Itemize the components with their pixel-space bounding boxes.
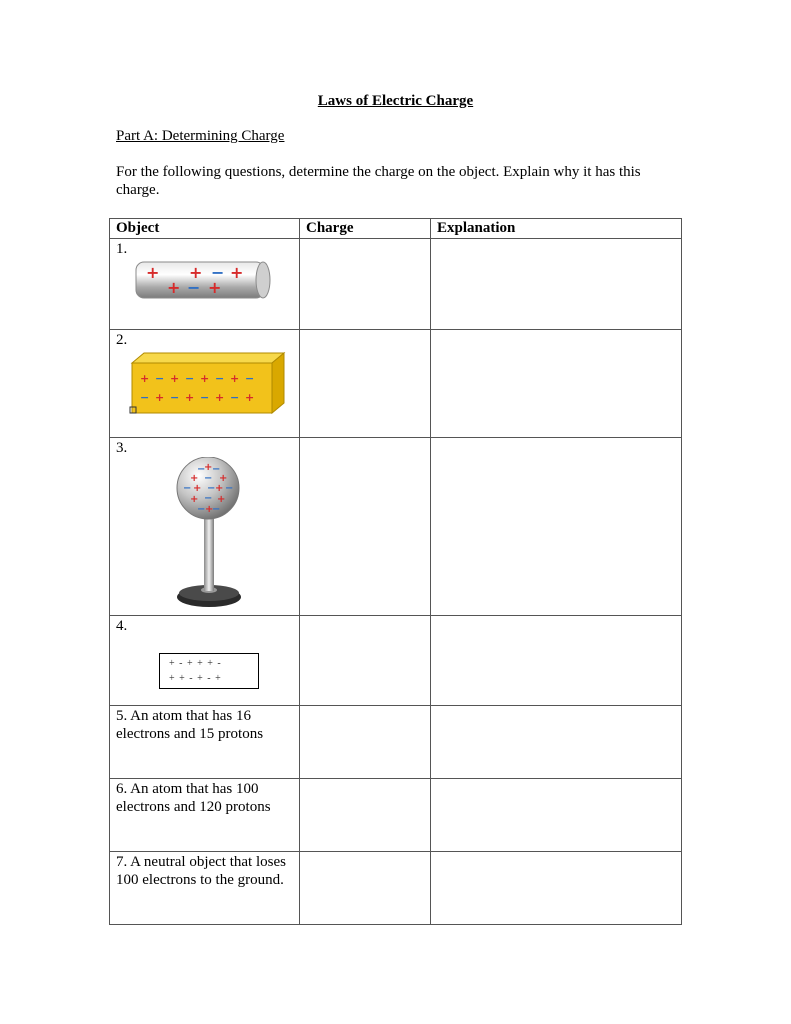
row-label: 6. An atom that has 100 electrons and 120 protons: [116, 781, 271, 815]
object-cell: [110, 706, 300, 779]
explanation-answer-cell[interactable]: [431, 616, 682, 706]
svg-text:+: +: [215, 483, 224, 494]
charge-box-line: + - + + + -: [169, 658, 222, 669]
svg-text:−: −: [230, 391, 240, 404]
svg-text:+: +: [217, 494, 226, 505]
row-label: 4.: [116, 618, 128, 634]
svg-text:+: +: [185, 391, 195, 404]
svg-text:−: −: [140, 391, 150, 404]
table-row: [110, 706, 682, 779]
svg-text:−: −: [170, 391, 180, 404]
object-cell: [110, 239, 300, 330]
worksheet-table: [109, 218, 682, 925]
column-header-charge: Charge: [300, 219, 431, 239]
object-cell: [110, 438, 300, 616]
table-header-row: [110, 219, 682, 239]
svg-text:−: −: [212, 504, 221, 515]
instructions-text: For the following questions, determine the charge on the object. Explain why it has this charge.: [116, 164, 641, 198]
charge-box-illustration: [159, 653, 259, 689]
svg-text:−: −: [197, 464, 206, 475]
charge-answer-cell[interactable]: [300, 852, 431, 925]
column-header-explanation: Explanation: [431, 219, 682, 239]
section-heading: Part A: Determining Charge: [116, 128, 285, 144]
charge-answer-cell[interactable]: [300, 330, 431, 438]
svg-text:−: −: [197, 504, 206, 515]
charged-rod-illustration: [134, 258, 274, 304]
svg-text:−: −: [245, 372, 255, 385]
svg-text:+: +: [230, 263, 244, 282]
svg-text:−: −: [215, 372, 225, 385]
svg-text:−: −: [185, 372, 195, 385]
svg-text:+: +: [193, 483, 202, 494]
table-row: [110, 438, 682, 616]
svg-text:+: +: [215, 391, 225, 404]
column-header-object: Object: [110, 219, 300, 239]
svg-text:+: +: [189, 263, 203, 282]
object-cell: [110, 616, 300, 706]
svg-text:+: +: [205, 504, 214, 515]
svg-text:−: −: [207, 483, 216, 494]
charge-box-line: + + - + - +: [169, 673, 222, 684]
svg-text:−: −: [225, 483, 234, 494]
table-row: [110, 852, 682, 925]
explanation-answer-cell[interactable]: [431, 239, 682, 330]
page-title: Laws of Electric Charge: [317, 93, 474, 109]
row-label: 5. An atom that has 16 electrons and 15 protons: [116, 708, 264, 742]
table-row: [110, 616, 682, 706]
svg-text:−: −: [211, 263, 225, 282]
svg-text:+: +: [230, 372, 240, 385]
svg-text:−: −: [204, 473, 213, 484]
explanation-answer-cell[interactable]: [431, 779, 682, 852]
explanation-answer-cell[interactable]: [431, 706, 682, 779]
charge-answer-cell[interactable]: [300, 616, 431, 706]
charge-answer-cell[interactable]: [300, 779, 431, 852]
table-row: [110, 239, 682, 330]
svg-text:+: +: [190, 494, 199, 505]
charge-answer-cell[interactable]: [300, 438, 431, 616]
object-cell: [110, 779, 300, 852]
svg-text:+: +: [204, 462, 213, 473]
svg-text:+: +: [190, 473, 199, 484]
charge-answer-cell[interactable]: [300, 706, 431, 779]
charge-answer-cell[interactable]: [300, 239, 431, 330]
row-label: 2.: [116, 332, 128, 348]
row-label: 3.: [116, 440, 128, 456]
object-cell: [110, 852, 300, 925]
svg-text:+: +: [140, 372, 150, 385]
table-row: [110, 330, 682, 438]
table-row: [110, 779, 682, 852]
svg-text:+: +: [167, 278, 181, 297]
svg-text:−: −: [187, 278, 201, 297]
svg-text:+: +: [219, 473, 228, 484]
svg-text:+: +: [155, 391, 165, 404]
object-cell: [110, 330, 300, 438]
charged-sphere-on-stand-illustration: [169, 457, 249, 609]
svg-text:+: +: [208, 278, 222, 297]
svg-text:+: +: [245, 391, 255, 404]
svg-text:+: +: [200, 372, 210, 385]
svg-text:−: −: [155, 372, 165, 385]
svg-text:−: −: [212, 464, 221, 475]
explanation-answer-cell[interactable]: [431, 852, 682, 925]
svg-text:−: −: [200, 391, 210, 404]
svg-text:+: +: [146, 263, 160, 282]
explanation-answer-cell[interactable]: [431, 438, 682, 616]
svg-text:−: −: [204, 493, 213, 504]
row-label: 1.: [116, 241, 128, 257]
explanation-answer-cell[interactable]: [431, 330, 682, 438]
row-label: 7. A neutral object that loses 100 electrons to the ground.: [116, 854, 286, 888]
svg-text:+: +: [170, 372, 180, 385]
svg-text:−: −: [183, 483, 192, 494]
charged-block-illustration: [122, 351, 287, 421]
